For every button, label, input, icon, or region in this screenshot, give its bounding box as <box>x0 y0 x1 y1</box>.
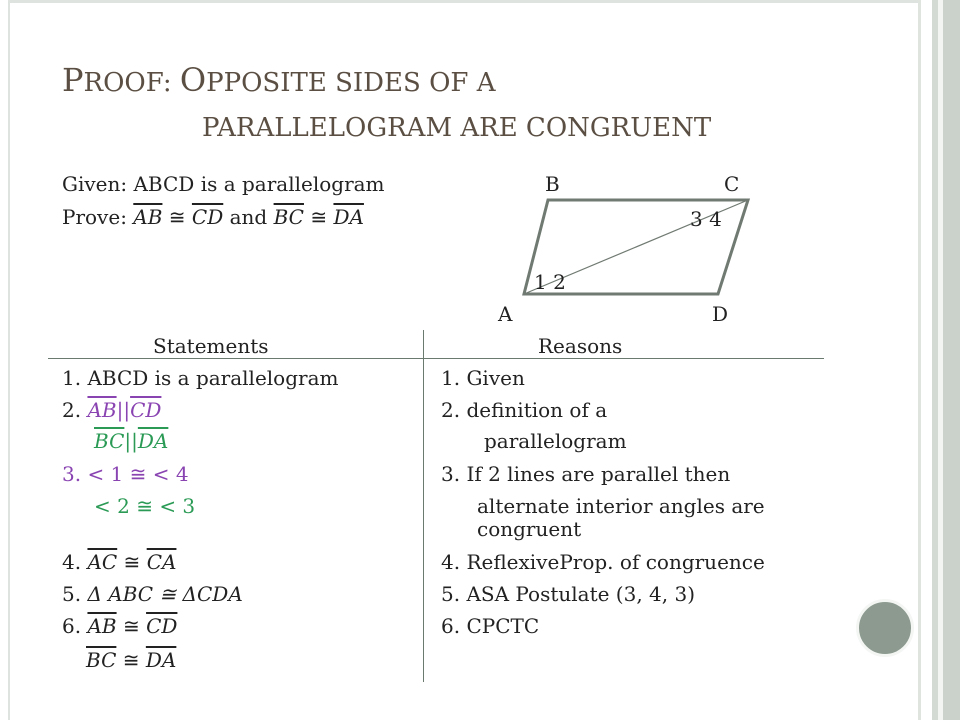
statement-2a: 2. $\overline{AB}||\overline{CD}$ <box>62 398 162 422</box>
reason-3b: alternate interior angles are <box>477 494 765 518</box>
reason-6: 6. CPCTC <box>441 614 540 638</box>
statement-5: 5. Δ ABC ≅ ΔCDA <box>62 582 243 606</box>
title-line-2: PARALLELOGRAM ARE CONGRUENT <box>202 113 712 143</box>
statement-3b: < 2 ≅ < 3 <box>94 494 196 518</box>
statement-1: 1. ABCD is a parallelogram <box>62 366 339 390</box>
reason-2a: 2. definition of a <box>441 398 608 422</box>
reason-1: 1. Given <box>441 366 525 390</box>
reason-2b: parallelogram <box>484 429 627 453</box>
statement-6a: 6. $\overline{AB}$ ≅ $\overline{CD}$ <box>62 614 178 638</box>
given-statement: Given: ABCD is a parallelogram <box>62 172 385 196</box>
table-column-rule <box>423 330 424 682</box>
statement-4: 4. $\overline{AC}$ ≅ $\overline{CA}$ <box>62 550 177 574</box>
angle-labels-1-2: 1 2 <box>534 270 566 294</box>
vertex-label-a: A <box>498 302 513 326</box>
statement-3a: 3. < 1 ≅ < 4 <box>62 462 189 486</box>
prove-statement: Prove: $\overline{AB}$ ≅ $\overline{CD}$ and $\overline{BC}$ ≅ $\overline{DA}$ <box>62 205 364 229</box>
angle-labels-3-4: 3 4 <box>690 207 722 231</box>
table-header-rule <box>48 358 824 359</box>
vertex-label-b: B <box>545 172 560 196</box>
reason-4: 4. ReflexiveProp. of congruence <box>441 550 765 574</box>
reason-5: 5. ASA Postulate (3, 4, 3) <box>441 582 696 606</box>
title-line-1: PROOF: OPPOSITE SIDES OF A <box>62 61 496 99</box>
statement-2b: $\overline{BC}||\overline{DA}$ <box>94 429 169 453</box>
vertex-label-c: C <box>724 172 740 196</box>
reason-3c: congruent <box>477 517 582 541</box>
reasons-header: Reasons <box>538 334 623 358</box>
statements-header: Statements <box>153 334 269 358</box>
reason-3a: 3. If 2 lines are parallel then <box>441 462 731 486</box>
vertex-label-d: D <box>712 302 729 326</box>
statement-6b: $\overline{BC}$ ≅ $\overline{DA}$ <box>86 648 177 672</box>
